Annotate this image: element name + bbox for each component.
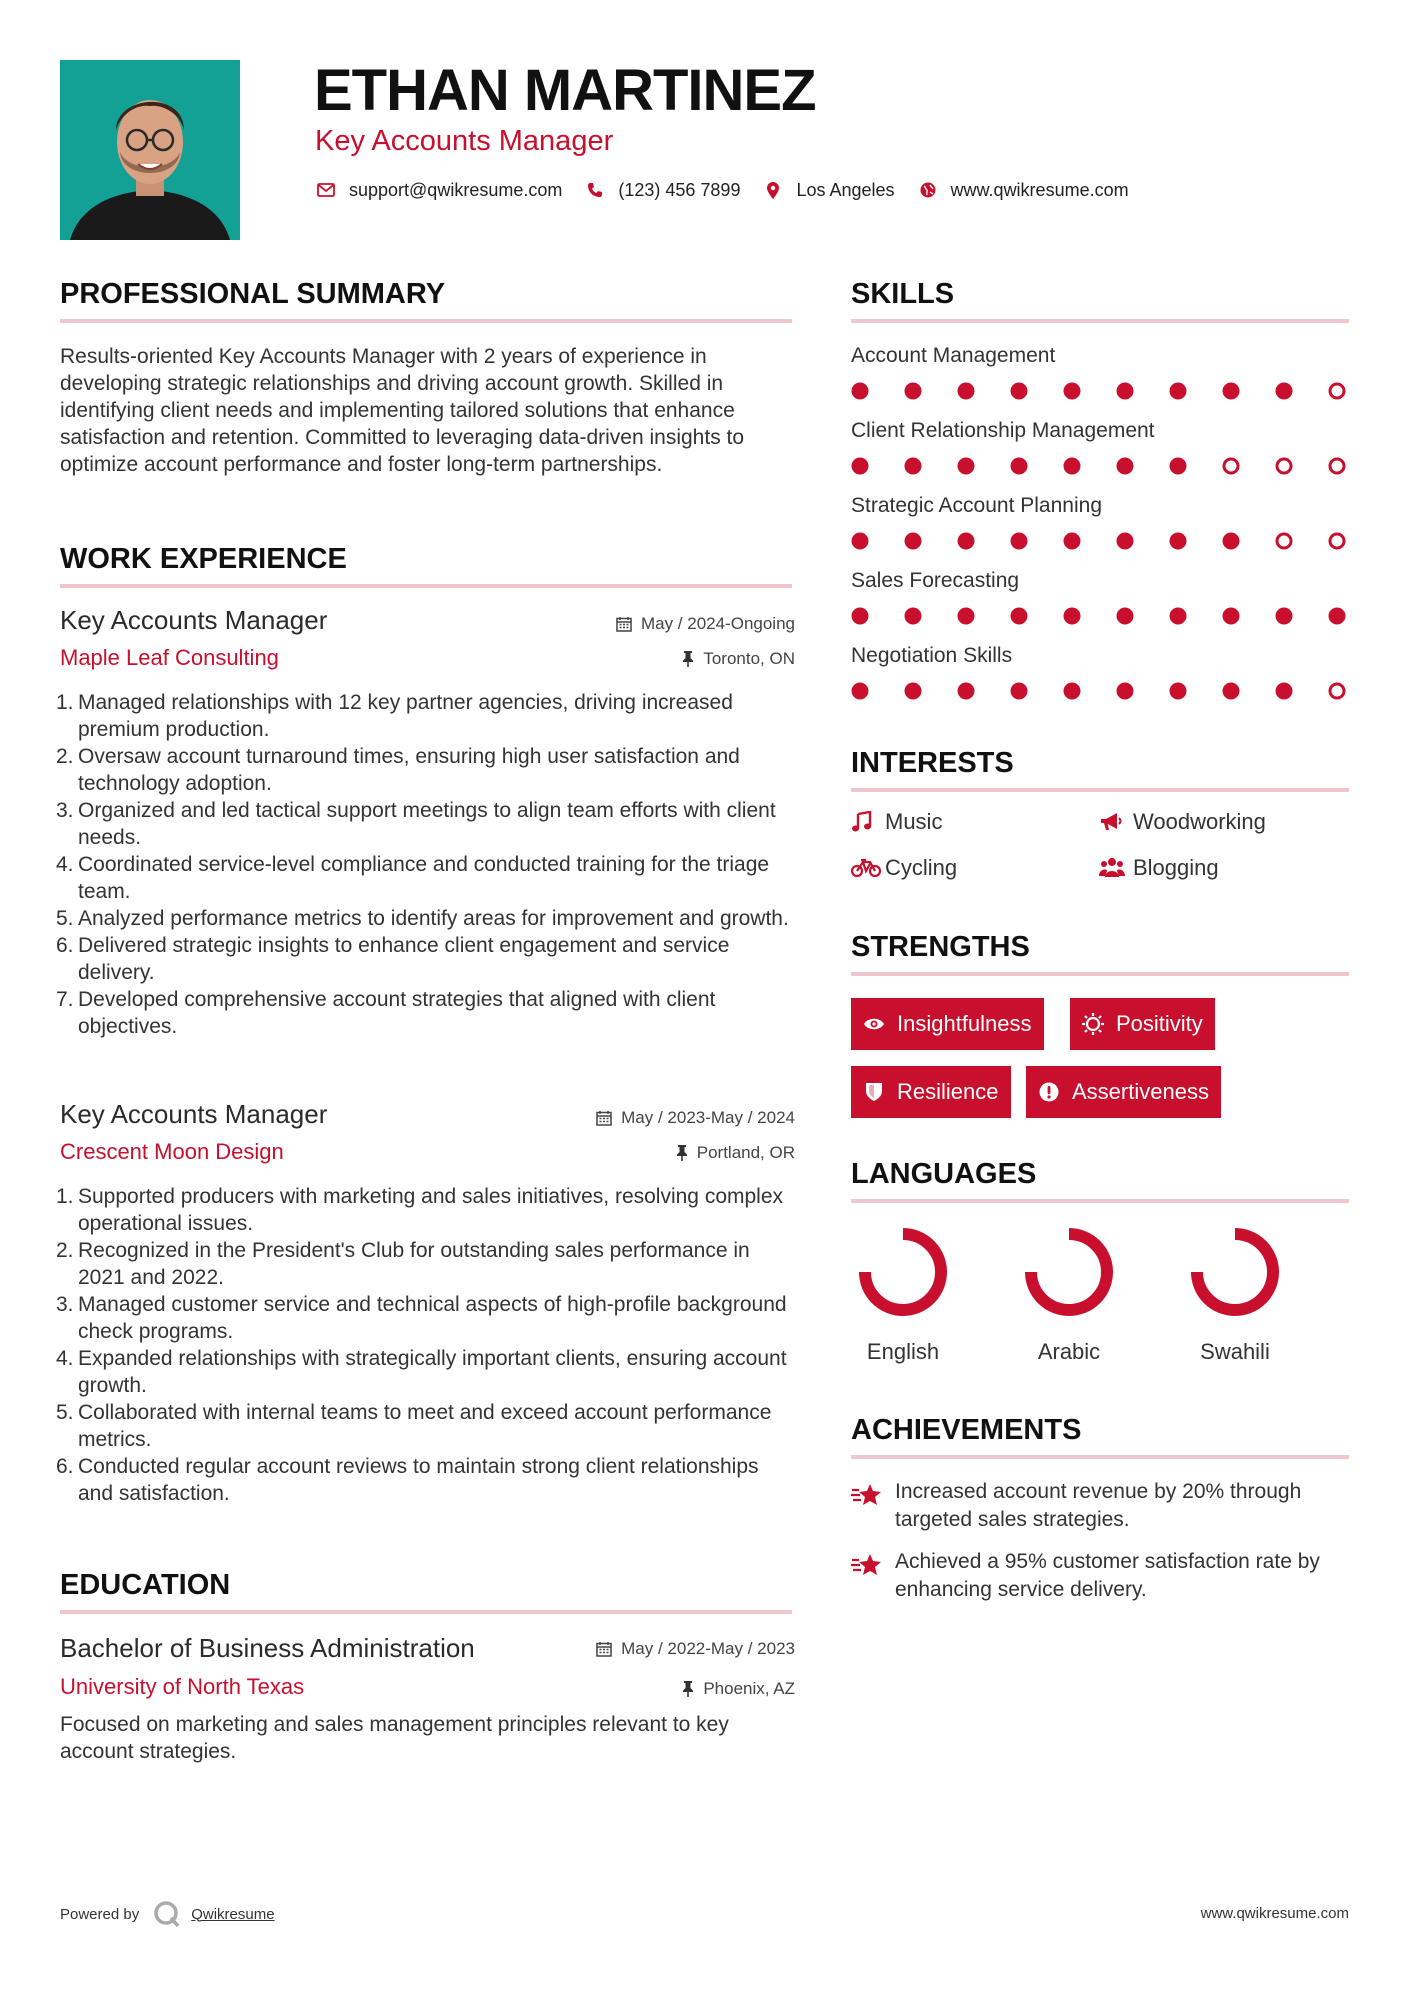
skill-dot-filled [852,383,869,400]
language-name: Arabic [1037,1339,1101,1364]
skill-dot-filled [1117,458,1134,475]
skill-dot-filled [1170,608,1187,625]
education-date: May / 2022-May / 2023 [596,1638,795,1660]
job-entry-1-header [60,604,795,670]
contact-location [762,179,894,201]
skills-heading: SKILLS [851,278,955,310]
achievement-item: Achieved a 95% customer satisfaction rate by enhancing service delivery. [851,1548,1361,1604]
language-level-arc [865,1234,941,1310]
interest-item: Woodworking [1099,808,1266,836]
skill-dot-filled [1223,683,1240,700]
skill-dot-filled [1011,683,1028,700]
phone-icon [584,179,606,201]
skill-dot-empty [1277,534,1291,548]
skill-dot-filled [958,383,975,400]
skill-dot-filled [1117,533,1134,550]
job-company: Crescent Moon Design [60,1139,284,1164]
job-1-bullets [56,689,798,1040]
language-level-ring [1019,1222,1119,1322]
skill-dot-filled [1064,533,1081,550]
skill-dot-filled [852,458,869,475]
skill-dot-filled [1117,683,1134,700]
list-item: 3. Managed customer service and technical aspects of high-profile background check programs. [56,1293,787,1343]
education-location: Phoenix, AZ [682,1678,795,1700]
experience-divider [60,584,792,588]
skill-rating [851,680,1351,702]
skill-dot-filled [1011,608,1028,625]
candidate-name: ETHAN MARTINEZ [314,58,816,123]
education-divider [60,1610,792,1614]
skill-dot-filled [905,383,922,400]
education-description: Focused on marketing and sales management principles relevant to key account strategies. [60,1713,729,1763]
interests-divider [851,788,1349,792]
skill-dot-filled [1011,458,1028,475]
candidate-title: Key Accounts Manager [315,125,614,157]
skill-dot-filled [905,533,922,550]
skill-dot-filled [958,458,975,475]
sun-icon [1082,1013,1104,1035]
skill-dot-filled [1276,383,1293,400]
summary-heading: PROFESSIONAL SUMMARY [60,278,446,310]
list-item: 4. Expanded relationships with strategically important clients, ensuring account growth. [56,1347,787,1397]
job-2-bullets [56,1183,798,1507]
location-text: Los Angeles [796,179,895,200]
profile-photo [60,60,240,240]
skill-dot-filled [1223,383,1240,400]
bicycle-icon [851,858,883,878]
skill-dot-filled [852,533,869,550]
job-company: Maple Leaf Consulting [60,645,279,670]
qwikresume-link[interactable]: Qwikresume [191,1905,275,1923]
achievement-item: Increased account revenue by 20% through targeted sales strategies. [851,1478,1361,1534]
job-entry-2-header [60,1098,795,1164]
summary-text: Results-oriented Key Accounts Manager with 2 years of experience in developing strategic relationships and driving account growth. Skilled in identifying client needs and implementing tailored solutions that enhance satisfaction and retention. Committed to leveraging data-driven insights to optimize account performance and foster long-term partnerships. [60,345,745,476]
pushpin-icon [682,651,694,667]
job-title: Key Accounts Manager [60,605,328,635]
job-date: May / 2024-Ongoing [616,613,795,635]
interests-heading: INTERESTS [851,747,1014,779]
skill-dot-filled [1117,383,1134,400]
skill-dot-filled [852,608,869,625]
language-level-ring [1185,1222,1285,1322]
job-date: May / 2023-May / 2024 [596,1107,795,1129]
language-name: English [866,1339,940,1364]
skill-name: Negotiation Skills [851,644,1013,667]
language-level-arc [1197,1234,1273,1310]
website-text: www.qwikresume.com [950,179,1129,200]
contact-website[interactable] [917,179,1129,201]
eye-icon [863,1013,885,1035]
skill-dot-filled [1170,458,1187,475]
list-item: 5. Collaborated with internal teams to meet and exceed account performance metrics. [56,1401,772,1451]
skill-dot-filled [958,683,975,700]
job-location: Portland, OR [676,1142,795,1164]
list-item: 1. Managed relationships with 12 key partner agencies, driving increased premium production. [56,691,733,741]
skill-rating [851,455,1351,477]
skill-dot-filled [1011,383,1028,400]
award-star-icon [851,1478,895,1534]
skill-name: Client Relationship Management [851,419,1155,442]
list-item: 4. Coordinated service-level compliance and conducted training for the triage team. [56,853,770,903]
school-name: University of North Texas [60,1674,305,1699]
calendar-icon [616,616,632,632]
skill-dot-empty [1330,384,1344,398]
language-item [1160,1222,1310,1366]
skill-dot-filled [905,683,922,700]
footer-powered-by: Powered by Qwikresume [60,1900,275,1928]
strength-chip: Positivity [1070,998,1215,1050]
skill-dot-filled [1329,608,1346,625]
strength-chip: Assertiveness [1026,1066,1221,1118]
skill-dot-filled [1064,458,1081,475]
skill-dot-filled [958,533,975,550]
skill-dot-filled [1276,608,1293,625]
skill-dot-filled [1223,608,1240,625]
users-icon [1099,857,1131,879]
language-item [994,1222,1144,1366]
achievements-divider [851,1455,1349,1459]
strength-chip: Insightfulness [851,998,1044,1050]
calendar-icon [596,1641,612,1657]
skills-divider [851,319,1349,323]
calendar-icon [596,1110,612,1126]
skill-rating [851,605,1351,627]
skill-dot-empty [1224,459,1238,473]
list-item: 7. Developed comprehensive account strategies that aligned with client objectives. [56,988,716,1038]
shield-icon [863,1081,885,1103]
list-item: 1. Supported producers with marketing and sales initiatives, resolving complex operational issues. [56,1185,784,1235]
languages-heading: LANGUAGES [851,1158,1037,1190]
skill-dot-filled [1064,383,1081,400]
skill-dot-filled [1170,683,1187,700]
strengths-divider [851,972,1349,976]
skill-dot-filled [1064,608,1081,625]
experience-heading: WORK EXPERIENCE [60,543,347,575]
skill-dot-filled [1170,383,1187,400]
list-item: 6. Conducted regular account reviews to maintain strong client relationships and satisfaction. [56,1455,759,1505]
envelope-icon [315,179,337,201]
job-location: Toronto, ON [682,648,795,670]
skill-dot-filled [1064,683,1081,700]
skill-name: Strategic Account Planning [851,494,1102,517]
language-level-arc [1031,1234,1107,1310]
megaphone-icon [1099,811,1131,833]
music-icon [851,811,883,833]
strength-chip: Resilience [851,1066,1011,1118]
skill-dot-filled [1117,608,1134,625]
map-marker-icon [762,179,784,201]
skill-dot-filled [852,683,869,700]
education-entry-header [60,1632,795,1699]
skill-name: Sales Forecasting [851,569,1020,592]
degree-title: Bachelor of Business Administration [60,1633,475,1663]
summary-divider [60,319,792,323]
contact-phone[interactable] [584,179,740,201]
interest-item: Blogging [1099,854,1219,882]
skill-dot-empty [1330,684,1344,698]
skill-dot-empty [1277,459,1291,473]
interest-item: Cycling [851,854,957,882]
skill-dot-filled [905,608,922,625]
list-item: 2. Oversaw account turnaround times, ensuring high user satisfaction and technology adoption. [56,745,740,795]
contact-bar [315,176,1151,204]
globe-icon [917,179,939,201]
skill-dot-empty [1330,534,1344,548]
skill-dot-filled [1223,533,1240,550]
education-heading: EDUCATION [60,1569,231,1601]
interest-item: Music [851,808,942,836]
pushpin-icon [682,1681,694,1697]
phone-text: (123) 456 7899 [618,179,741,200]
strengths-heading: STRENGTHS [851,931,1030,963]
skill-dot-filled [958,608,975,625]
qwikresume-logo-icon [153,1900,181,1928]
skill-name: Account Management [851,344,1056,367]
skill-dot-filled [1276,683,1293,700]
achievements-heading: ACHIEVEMENTS [851,1414,1082,1446]
languages-divider [851,1199,1349,1203]
award-star-icon [851,1548,895,1604]
skill-rating [851,380,1351,402]
contact-email[interactable] [315,179,562,201]
skill-rating [851,530,1351,552]
language-name: Swahili [1200,1339,1270,1364]
skill-dot-filled [905,458,922,475]
pushpin-icon [676,1145,688,1161]
footer-website[interactable]: www.qwikresume.com [1200,1905,1349,1922]
language-level-ring [853,1222,953,1322]
skill-dot-filled [1011,533,1028,550]
exclamation-icon [1038,1081,1060,1103]
list-item: 3. Organized and led tactical support meetings to align team efforts with client needs. [56,799,776,849]
list-item: 5. Analyzed performance metrics to identify areas for improvement and growth. [56,907,789,930]
skill-dot-filled [1170,533,1187,550]
language-item [828,1222,978,1366]
list-item: 6. Delivered strategic insights to enhance client engagement and service delivery. [56,934,730,984]
job-title: Key Accounts Manager [60,1099,328,1129]
list-item: 2. Recognized in the President's Club for outstanding sales performance in 2021 and 2022. [56,1239,750,1289]
email-text: support@qwikresume.com [349,179,563,200]
skill-dot-empty [1330,459,1344,473]
